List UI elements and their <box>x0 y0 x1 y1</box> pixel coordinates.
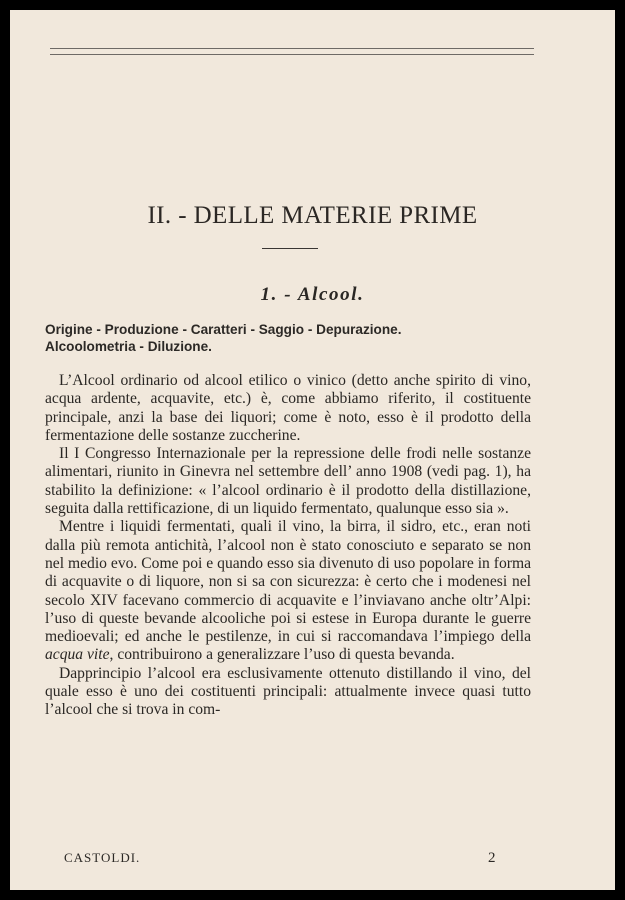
paragraph-text: Mentre i liquidi fermentati, quali il vino, la birra, il sidro, etc., eran noti dalla più remota antichità, l’alcool non è stato conosciuto e separato se non nel medio evo. Come poi e quando esso sia divenuto di uso popolare in forma di acquavite o di liquore, non si sa con sicurezza: è certo che i modenesi nel secolo XIV facevano commercio di acquavite e l’inviavano anche oltr’Alpi: l’uso di queste bevande alcooliche poi si estese in Europa durante le guerre medioevali; ed anche le pestilenze, in cui si raccomandava l’impiego della <box>45 518 531 646</box>
footer-signature: CASTOLDI. <box>64 850 141 865</box>
paragraph: Il I Congresso Internazionale per la repressione delle frodi nelle sostanze alimentari, riunito in Ginevra nel settembre dell’ anno 1908 (vedi pag. 1), ha stabilito la definizione: « l’alcool ordinario è il prodotto della distillazione, seguita dalla rettificazione, di un liquido fermentato, qualunque esso sia ». <box>45 445 531 518</box>
emphasis-text: acqua vite <box>45 646 110 664</box>
header-rule-lower <box>50 54 534 55</box>
section-title: 1. - Alcool. <box>260 284 365 305</box>
paragraph-text: , contribuirono a generalizzare l’uso di questa bevanda. <box>109 646 455 664</box>
body-text <box>45 372 531 720</box>
section-subjects: Origine - Produzione - Caratteri - Saggio - Depurazione. Alcoolometria - Diluzione. <box>45 322 402 354</box>
chapter-title: II. - DELLE MATERIE PRIME <box>147 202 478 229</box>
header-rule-upper <box>50 48 534 49</box>
book-page <box>10 10 615 890</box>
chapter-title-underline <box>262 248 318 249</box>
paragraph <box>45 518 531 664</box>
paragraph: Dapprincipio l’alcool era esclusivamente ottenuto distillando il vino, del quale esso è uno dei costituenti principali: attualmente invece quasi tutto l’alcool che si trova in com- <box>45 664 531 719</box>
page-number: 2 <box>488 850 496 866</box>
paragraph: L’Alcool ordinario od alcool etilico o vinico (detto anche spirito di vino, acqua ardente, acquavite, etc.) è, come abbiamo riferito, il costituente principale, anzi la base dei liquori; come è noto, esso è il prodotto della fermentazione delle sostanze zuccherine. <box>45 372 531 444</box>
